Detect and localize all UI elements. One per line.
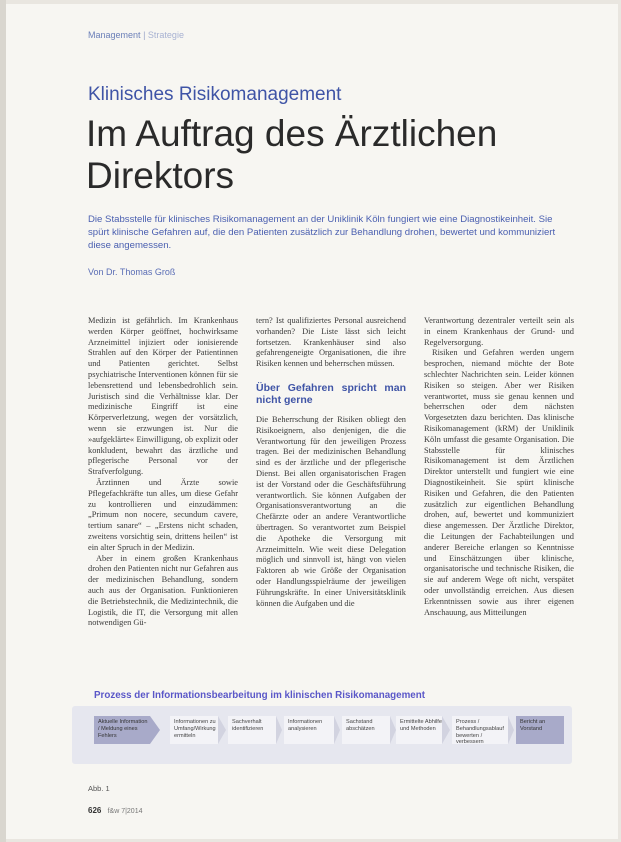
process-step-label: Informationen zu Umfang/Wirkung ermitteln xyxy=(174,719,216,739)
rubric xyxy=(88,30,184,40)
text-column-1 xyxy=(88,316,238,629)
paragraph: Die Beherrschung der Risiken obliegt den Risikoeignern, also denjenigen, die die Verantwortung für den jeweiligen Prozess tragen. Bei der medizinischen Behandlung sind es der ärztliche und der pflegerische Dienst. Bei allen organisatorischen Fragen ist der Vorstand oder die Geschäftsführung verantwortlich. Sie können Aufgaben der Organisationsverantwortung an die Chefärzte oder an andere Verantwortliche übertragen. So verantwortet zum Beispiel die Apotheke die Versorgung mit Arzneimitteln. Wie weit diese Delegation möglich und sinnvoll ist, hängt von vielen Faktoren ab wie Größe der Organisation oder Handlungsspielräume der jeweiligen Führungskräfte. In einer Universitätsklinik können die Aufgaben und die xyxy=(256,414,406,608)
chevron-right-icon xyxy=(150,716,160,744)
process-step-label: Bericht an Vorstand xyxy=(520,719,546,732)
chevron-right-icon xyxy=(334,716,340,744)
process-step-label: Prozess / Behandlungsablauf bewerten / verbessern xyxy=(456,719,504,746)
process-step-label: Informationen analysieren xyxy=(288,719,323,732)
article-kicker: Klinisches Risikomanagement xyxy=(88,84,342,105)
chevron-right-icon xyxy=(390,716,396,744)
paragraph: Medizin ist gefährlich. Im Krankenhaus werden Körper geöffnet, hochwirksame Arzneimittel injiziert oder ionisierende Strahlen auf den Körper der Patientinnen und Patienten gerichtet. Selbst psychiatrische Interventionen können für sie lebensrettend und lebensbedrohlich sein. Juristisch sind die Verhältnisse klar. Der medizinische Eingriff ist eine Körperverletzung, wegen der vorsätzlich, wenn sie erzwungen ist. Nur die »aufgeklärte« Einwilligung, ob explizit oder konkludent, bewahrt das ärztliche und pflegerische Personal vor der Strafverfolgung. xyxy=(88,316,238,477)
process-step-label: Sachverhalt identifizieren xyxy=(232,719,264,732)
issue-label: f&w 7|2014 xyxy=(107,808,143,815)
rubric-section: Strategie xyxy=(147,30,184,40)
process-step-label: Ermittelte Abhilfe und Methoden xyxy=(400,719,442,732)
paragraph: Verantwortung dezentraler verteilt sein als in einem Krankenhaus der Grund- und Regelversorgung. xyxy=(424,316,574,347)
section-subheading: Über Gefahren spricht man nicht gerne xyxy=(256,381,406,407)
page-number: 626 xyxy=(88,806,102,815)
article-author: Von Dr. Thomas Groß xyxy=(88,267,176,277)
article-lead: Die Stabsstelle für klinisches Risikomanagement an der Uniklinik Köln fungiert wie eine Diagnostikeinheit. Sie spürt klinische Gefahren auf, die den Patienten zusätzlich zur Behandlung drohen, bewertet und kommuniziert diese angemessen. xyxy=(88,214,556,251)
paragraph: Ärztinnen und Ärzte sowie Pflegefachkräfte tun alles, um diese Gefahr zu kontrollieren und einzudämmen: „Primum non nocere, secundum cavere, tertium sanare“ – „Erstens nicht schaden, zweitens vorsichtig sein, drittens heilen“ ist ein alter Spruch in der Medizin. xyxy=(88,477,238,552)
process-step-label: Aktuelle Information / Meldung eines Fehlers xyxy=(98,719,148,739)
article-title: Im Auftrag des Ärztlichen Direktors xyxy=(86,113,498,196)
paragraph: tern? Ist qualifiziertes Personal ausreichend vorhanden? Die Liste lässt sich leicht fortsetzen. Krankenhäuser sind also gefahrengeneigte Organisationen, die ihre Risiken kennen und beherrschen müssen. xyxy=(256,316,406,369)
figure-caption: Abb. 1 xyxy=(88,784,110,793)
process-step xyxy=(94,716,150,744)
chevron-right-icon xyxy=(276,716,282,744)
chevron-right-icon xyxy=(442,716,450,744)
text-column-2 xyxy=(256,316,406,609)
text-column-3 xyxy=(424,316,574,618)
process-title: Prozess der Informationsbearbeitung im klinischen Risikomanagement xyxy=(94,690,425,701)
chevron-right-icon xyxy=(218,716,226,744)
paragraph: Aber in einem großen Krankenhaus drohen den Patienten nicht nur Gefahren aus der medizinischen Behandlung, sondern auch aus der Organisation. Funktionieren die Betriebstechnik, die Medizintechnik, die Logistik, die IT, die Versorgung mit allen notwendigen Gü- xyxy=(88,553,238,628)
rubric-category: Management xyxy=(88,30,141,40)
paragraph: Risiken und Gefahren werden ungern besprochen, niemand möchte der Bote schlechter Nachrichten sein. Leider können Risiken so steigen. Aber wer Risiken verantwortet, muss sie genau kennen und beherrschen oder dem nächsten Vorgesetzten dazu berichten. Das klinische Risikomanagement (kRM) der Uniklinik Köln umfasst die gesamte Organisation. Die Stabsstelle für klinisches Risikomanagement ist dem Ärztlichen Direktor unterstellt und fungiert wie eine Diagnostikeinheit. Sie spürt klinische Risiken und Gefahren, die den Patienten zusätzlich zur eigentlichen Behandlung drohen, auf, bewertet und kommuniziert diese angemessen. Der Ärztliche Direktor, die Leitungen der Fachabteilungen und anderer Bereiche erlangen so Kenntnisse und Einschätzungen über klinische, organisatorische und technische Risiken, die sie auf anderem Wege oft nicht, verspätet oder unvollständig erreichen. Aus diesen Erkenntnissen sowie aus ihrer eigenen Anschauung, aus Mitteilungen xyxy=(424,348,574,617)
chevron-right-icon xyxy=(508,716,514,744)
process-step-label: Sachstand abschätzen xyxy=(346,719,375,732)
page-footer xyxy=(88,806,143,815)
rubric-separator: | xyxy=(143,30,146,40)
process-arrows xyxy=(150,716,570,744)
